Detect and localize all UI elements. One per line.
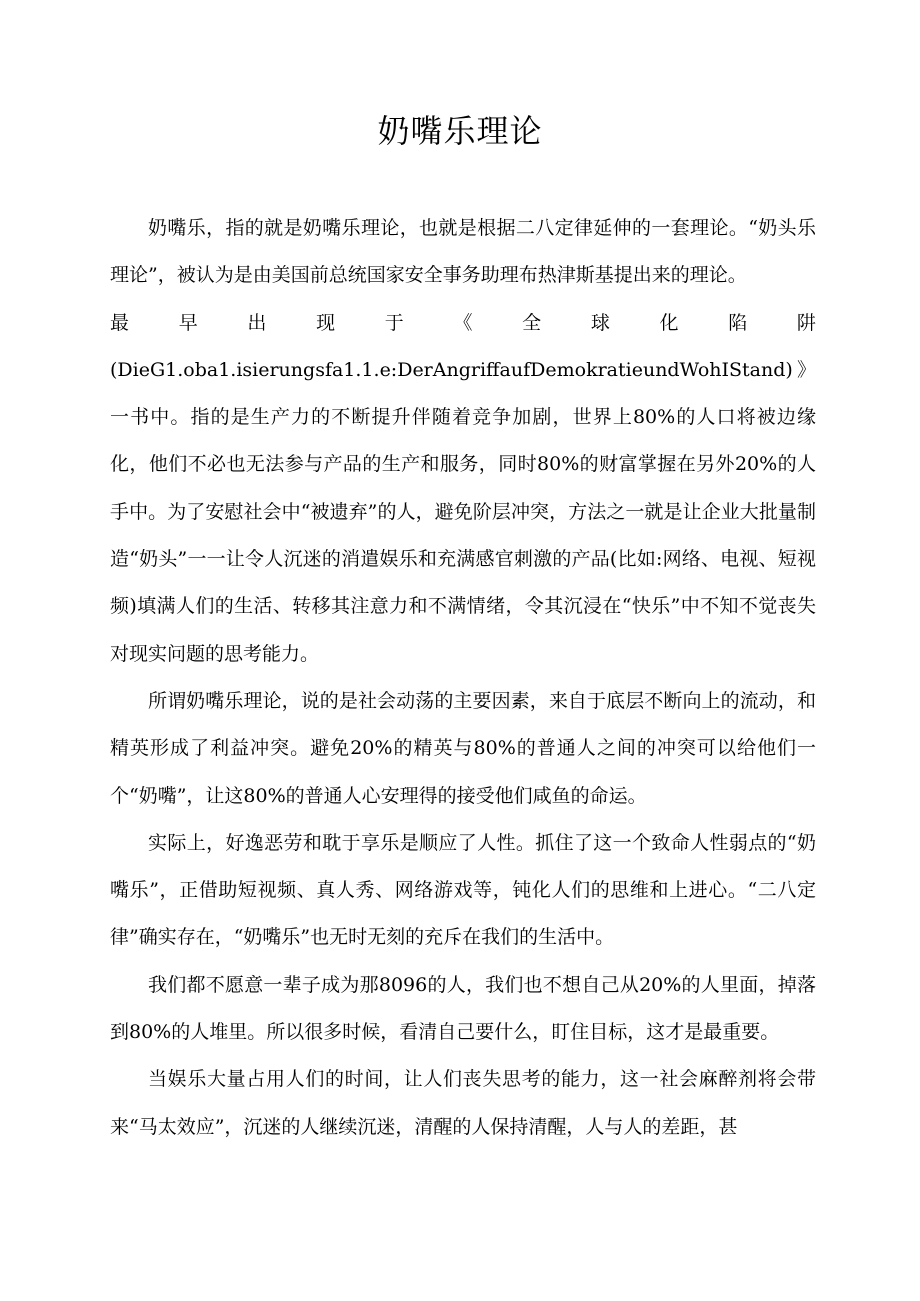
spread-char: 于 <box>384 311 404 334</box>
paragraph-1 <box>110 205 816 300</box>
paragraph-1-continued <box>110 347 816 678</box>
spread-char: 球 <box>590 311 610 334</box>
paragraph-1-part-b: (DieG1.oba1.isierungsfa1.1.e:DerAngriffaufDemokratieundWohIStand)》一书中。指的是生产力的不断提升伴随着竞争加剧，世界上80%的人口将被边缘化，他们不必也无法参与产品的生产和服务，同时80%的财富掌握在另外20%的人手中。为了安慰社会中“被遗弃”的人，避免阶层冲突，方法之一就是让企业大批量制造“奶头”一一让令人沉迷的消遣娱乐和充满感官刺激的产品(比如:网络、电视、短视频)填满人们的生活、转移其注意力和不满情绪，令其沉浸在“快乐”中不知不觉丧失对现实问题的思考能力。 <box>110 358 816 665</box>
paragraph-3: 实际上，好逸恶劳和耽于享乐是顺应了人性。抓住了这一个致命人性弱点的“奶嘴乐”，正借助短视频、真人秀、网络游戏等，钝化人们的思维和上进心。“二八定律”确实存在，“奶嘴乐”也无时无刻的充斥在我们的生活中。 <box>110 831 816 949</box>
spread-char: 现 <box>316 311 336 334</box>
document-title: 奶嘴乐理论 <box>377 112 543 150</box>
spread-char: 全 <box>522 311 542 334</box>
spread-char: 阱 <box>796 311 816 334</box>
spread-char: 最 <box>110 311 130 334</box>
paragraph-4: 我们都不愿意一辈子成为那8096的人，我们也不想自己从20%的人里面，掉落到80%的人堆里。所以很多时候，看清自己要什么，盯住目标，这才是最重要。 <box>110 973 816 1044</box>
spread-char: 出 <box>247 311 267 334</box>
spread-char: 早 <box>178 311 198 334</box>
paragraph-1-spread-line <box>110 300 816 347</box>
spread-char: 《 <box>453 311 473 334</box>
paragraph-2: 所谓奶嘴乐理论，说的是社会动荡的主要因素，来自于底层不断向上的流动，和精英形成了利益冲突。避免20%的精英与80%的普通人之间的冲突可以给他们一个“奶嘴”，让这80%的普通人心安理得的接受他们咸鱼的命运。 <box>110 689 816 807</box>
document-body <box>110 205 816 1151</box>
paragraph-1-part-a: 奶嘴乐，指的就是奶嘴乐理论，也就是根据二八定律延伸的一套理论。“奶头乐理论”，被认为是由美国前总统国家安全事务助理布热津斯基提出来的理论。 <box>110 217 816 287</box>
paragraph-5: 当娱乐大量占用人们的时间，让人们丧失思考的能力，这一社会麻醉剂将会带来“马太效应”，沉迷的人继续沉迷，清醒的人保持清醒，人与人的差距，甚 <box>110 1068 816 1138</box>
spread-char: 化 <box>659 311 679 334</box>
spread-char: 陷 <box>728 311 748 334</box>
